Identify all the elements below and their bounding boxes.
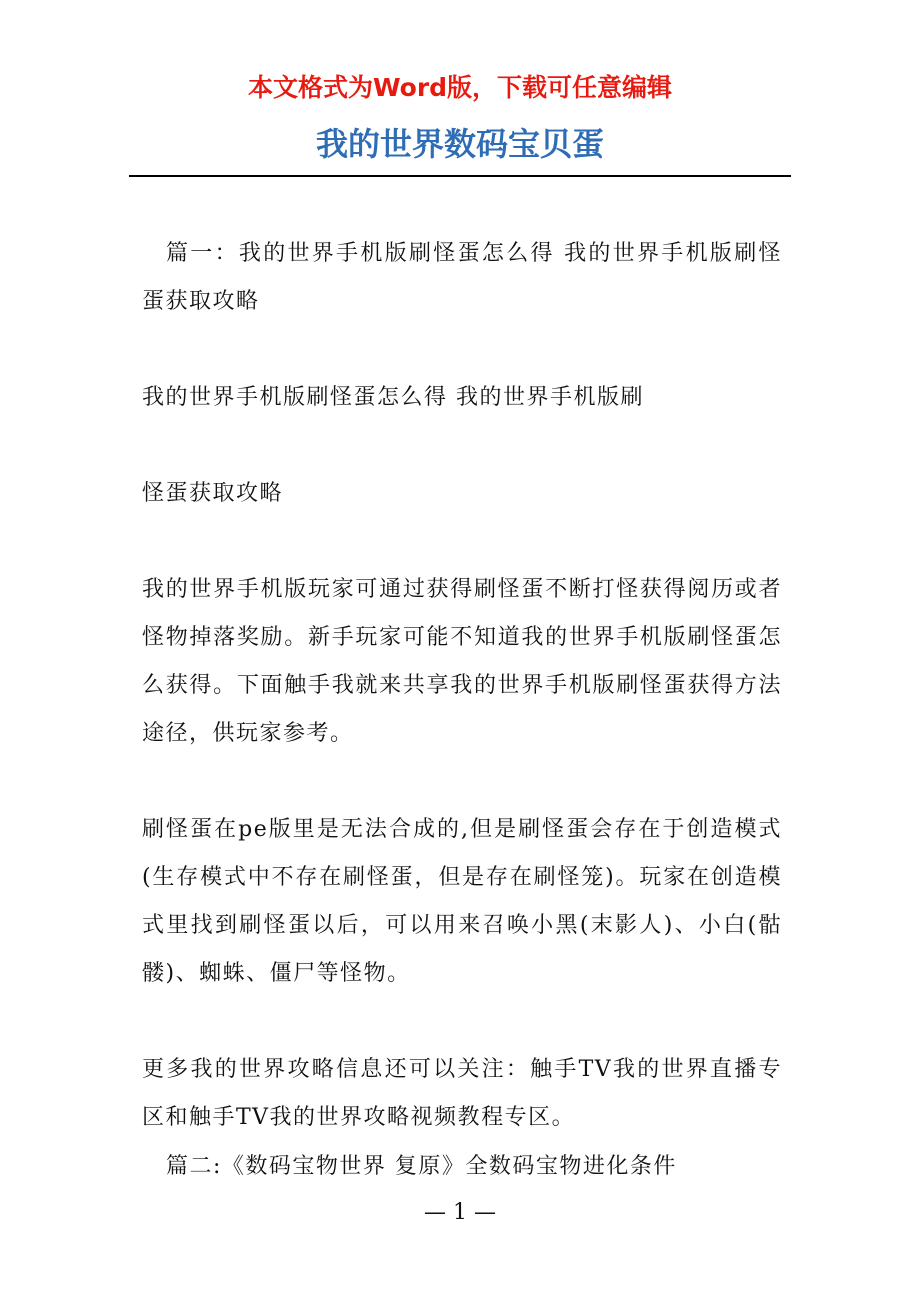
paragraph-subtitle-line-1: 我的世界手机版刷怪蛋怎么得 我的世界手机版刷 [142, 385, 644, 410]
paragraph-more-info: 更多我的世界攻略信息还可以关注：触手TV我的世界直播专区和触手TV我的世界攻略视频教程专区。 [142, 1057, 782, 1130]
paragraph-intro: 我的世界手机版玩家可通过获得刷怪蛋不断打怪获得阅历或者怪物掉落奖励。新手玩家可能不知道我的世界手机版刷怪蛋怎么获得。下面触手我就来共享我的世界手机版刷怪蛋获得方法途径，供玩家参考。 [142, 577, 782, 746]
paragraph-section-two-heading: 篇二:《数码宝物世界 复原》全数码宝物进化条件 [166, 1154, 677, 1179]
paragraph-section-one-heading: 篇一：我的世界手机版刷怪蛋怎么得 我的世界手机版刷怪蛋获取攻略 [142, 241, 782, 314]
paragraph-subtitle-line-2: 怪蛋获取攻略 [142, 481, 284, 506]
title-divider [129, 175, 791, 177]
paragraph-spawn-egg-info: 刷怪蛋在pe版里是无法合成的,但是刷怪蛋会存在于创造模式(生存模式中不存在刷怪蛋，但是存在刷怪笼)。玩家在创造模式里找到刷怪蛋以后，可以用来召唤小黑(末影人)、小白(骷髅)、蜘蛛、僵尸等怪物。 [142, 817, 782, 986]
page-number: — 1 — [424, 1200, 496, 1225]
download-notice: 本文格式为Word版，下载可任意编辑 [247, 73, 673, 102]
document-title: 我的世界数码宝贝蛋 [315, 125, 604, 163]
